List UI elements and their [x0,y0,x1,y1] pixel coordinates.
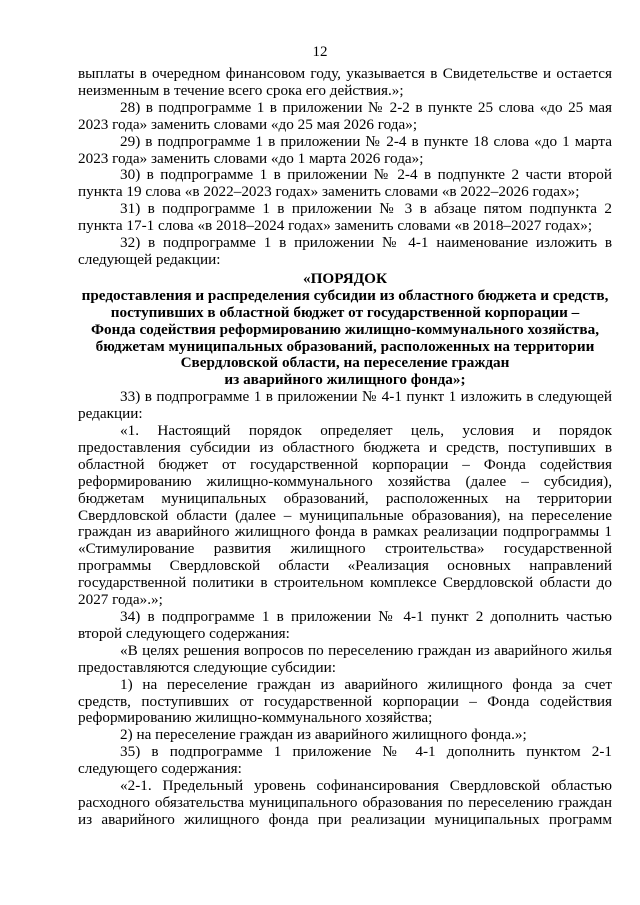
paragraph-item-29: 29) в подпрограмме 1 в приложении № 2-4 в пункте 18 слова «до 1 марта 2023 года» заменить словами «до 1 марта 2026 года»; [78,132,612,167]
page-number: 12 [312,44,328,60]
title-line: из аварийного жилищного фонда»; [224,371,466,389]
title-line: «ПОРЯДОК [303,269,387,287]
paragraph-continuation: выплаты в очередном финансовом году, указывается в Свидетельстве и остается неизменным в течение всего срока его действия.»; [78,65,612,99]
procedure-title [78,271,612,389]
paragraph-item-28: 28) в подпрограмме 1 в приложении № 2-2 в пункте 25 слова «до 25 мая 2023 года» заменить словами «до 25 мая 2026 года»; [78,98,612,133]
paragraph-item-32: 32) в подпрограмме 1 в приложении № 4-1 наименование изложить в следующей редакции: [78,234,612,268]
paragraph-item-34: 34) в подпрограмме 1 в приложении № 4-1 пункт 2 дополнить частью второй следующего содержания: [78,608,612,642]
paragraph-subitem-2: 2) на переселение граждан из аварийного жилищного фонда.»; [120,726,527,744]
paragraph-quote-clause-2-1: «2-1. Предельный уровень софинансирования Свердловской областью расходного обязательства муниципального образования по переселению граждан из аварийного жилищного фонда при реализации муниципальных программ [78,777,612,828]
paragraph-item-33: 33) в подпрограмме 1 в приложении № 4-1 пункт 1 изложить в следующей редакции: [78,388,612,423]
title-line: поступивших в областной бюджет от государственной корпорации – [110,303,580,321]
title-line: Свердловской области, на переселение граждан [180,354,510,372]
title-line: предоставления и распределения субсидии из областного бюджета и средств, [81,286,609,304]
title-line: бюджетам муниципальных образований, расположенных на территории [95,337,595,355]
paragraph-item-35: 35) в подпрограмме 1 приложение № 4-1 дополнить пунктом 2-1 следующего содержания: [78,743,612,778]
document-body [78,66,612,829]
paragraph-quote-subsidies: «В целях решения вопросов по переселению граждан из аварийного жилья предоставляются следующие субсидии: [78,641,612,676]
paragraph-subitem-1: 1) на переселение граждан из аварийного жилищного фонда за счет средств, поступивших от государственной корпорации – Фонда содействия реформированию жилищно-коммунального хозяйства; [78,675,612,727]
paragraph-item-30: 30) в подпрограмме 1 в приложении № 2-4 в подпункте 2 части второй пункта 19 слова «в 2022–2023 годах» заменить словами «в 2022–2026 годах»; [78,166,612,201]
paragraph-item-31: 31) в подпрограмме 1 в приложении № 3 в абзаце пятом подпункта 2 пункта 17-1 слова «в 2018–2024 годах» заменить словами «в 2018–2027 годах»; [78,200,612,235]
paragraph-quote-clause-1: «1. Настоящий порядок определяет цель, условия и порядок предоставления субсидии из областного бюджета и средств, поступивших в областной бюджет от государственной корпорации – Фонда содействия реформированию жилищно-коммунального хозяйства (далее – субсидия), бюджетам муниципальных образований, расположенных на территории Свердловской области (далее – муниципальные образования), на переселение граждан из аварийного жилищного фонда в рамках реализации подпрограммы 1 «Стимулирование развития жилищного строительства» государственной программы Свердловской области «Реализация основных направлений государственной политики в строительном комплексе Свердловской области до 2027 года».»; [78,422,612,609]
title-line: Фонда содействия реформированию жилищно-коммунального хозяйства, [90,320,599,338]
